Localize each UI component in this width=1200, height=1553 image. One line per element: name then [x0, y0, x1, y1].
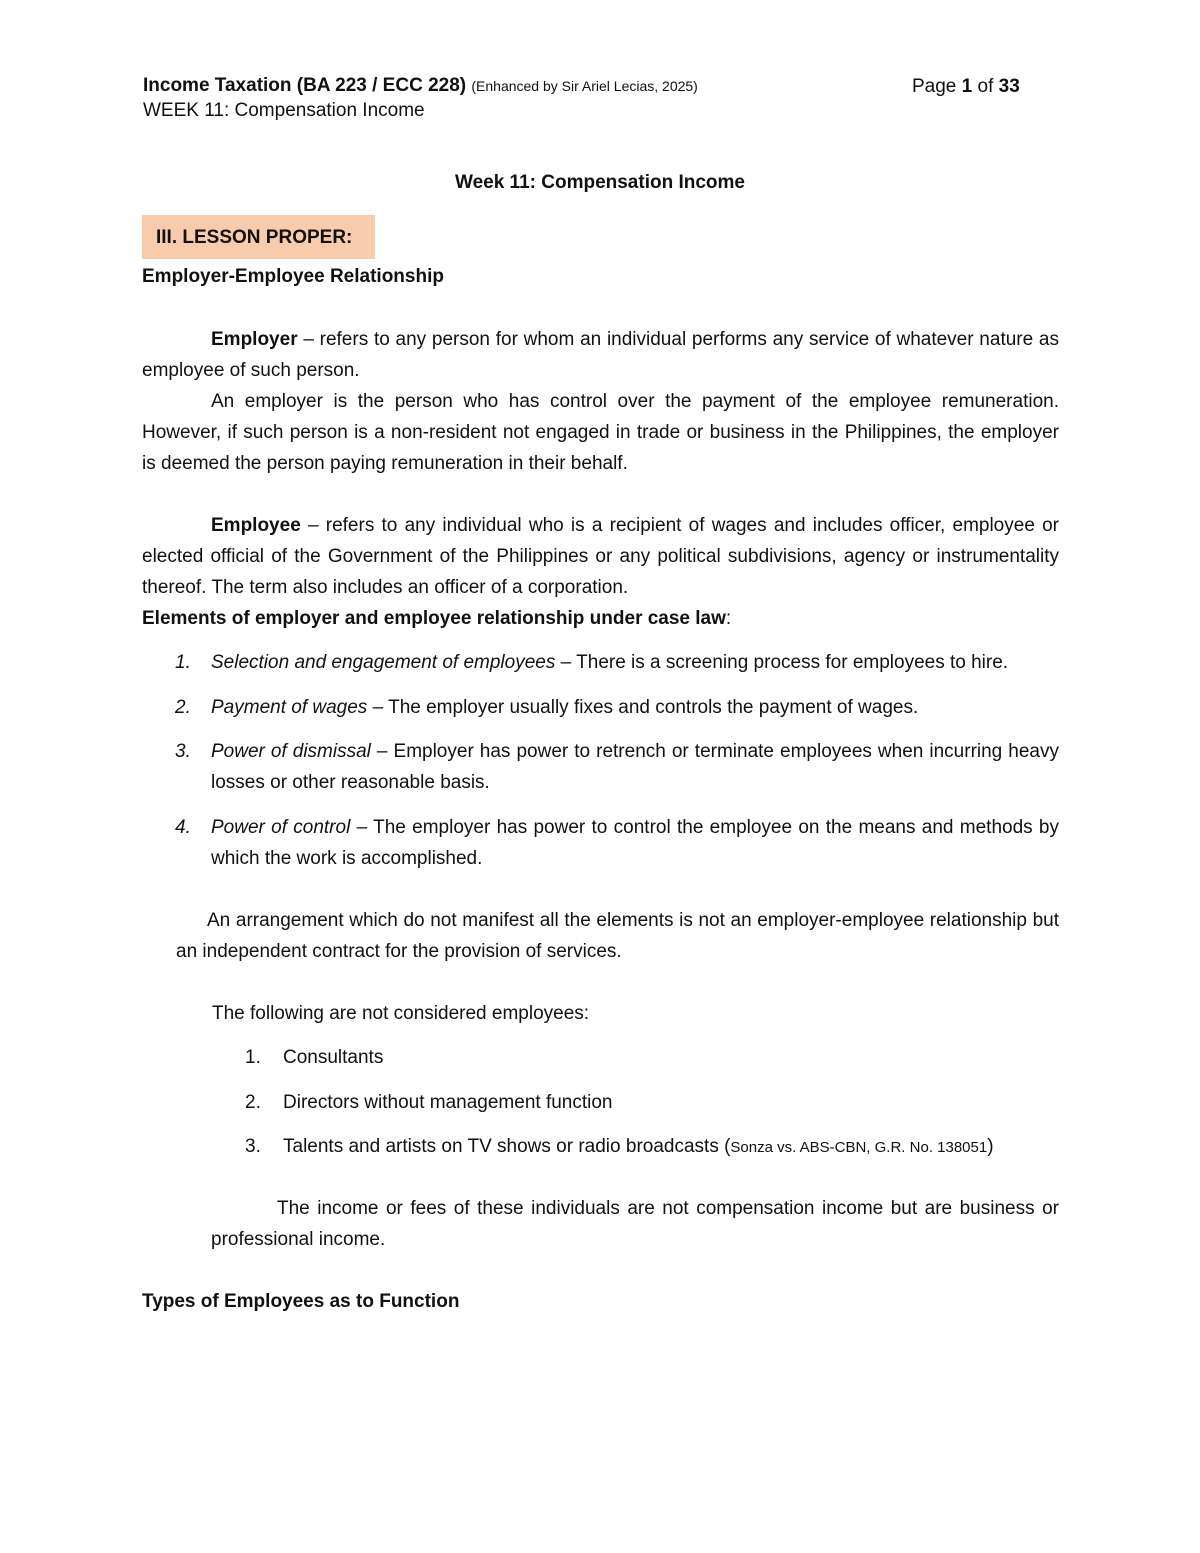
not-employees-intro: The following are not considered employees: [212, 1003, 590, 1024]
element-term: Selection and engagement of employees [211, 652, 556, 673]
employer-definition: – refers to any person for whom an individual performs any service of whatever nature as employee of such person. [142, 329, 1059, 381]
arrangement-paragraph: An arrangement which do not manifest all the elements is not an employer-employee relationship but an independent contract for the provision of services. [176, 910, 1059, 962]
element-description: – The employer usually fixes and controls the payment of wages. [367, 697, 919, 718]
citation-close: ) [987, 1136, 994, 1157]
employer-detail: An employer is the person who has control over the payment of the employee remuneration. However, if such person is a non-resident not engaged in trade or business in the Philippines, the employer is deemed the person paying remuneration in their behalf. [142, 391, 1059, 474]
list-number: 1. [245, 1047, 261, 1068]
list-number: 3. [175, 741, 191, 762]
elements-colon: : [725, 608, 732, 629]
section-heading-types: Types of Employees as to Function [142, 1291, 460, 1312]
page-of: of [977, 76, 994, 97]
case-citation: Sonza vs. ABS-CBN, G.R. No. 138051 [730, 1139, 988, 1156]
list-text [211, 647, 1059, 678]
section-heading-relationship: Employer-Employee Relationship [142, 266, 444, 287]
lesson-label: III. LESSON PROPER: [156, 227, 353, 248]
element-term: Power of dismissal [211, 741, 371, 762]
list-text: Directors without management function [283, 1092, 613, 1113]
employee-definition: – refers to any individual who is a recipient of wages and includes officer, employee or elected official of the Government of the Philippines or any political subdivisions, agency or instrumentality thereof. The term also includes an officer of a corporation. [142, 515, 1059, 598]
employee-term: Employee [211, 515, 301, 536]
employer-paragraph [142, 324, 1059, 386]
employer-detail-paragraph [142, 386, 1059, 479]
list-text [211, 812, 1059, 874]
elements-heading-line [142, 608, 731, 630]
list-text [283, 1131, 994, 1163]
list-number: 2. [175, 697, 191, 718]
list-number: 2. [245, 1092, 261, 1113]
list-number: 4. [175, 817, 191, 838]
page-label: Page [912, 76, 957, 97]
course-title: Income Taxation (BA 223 / ECC 228) [143, 75, 467, 96]
employer-term: Employer [211, 329, 298, 350]
employee-paragraph [142, 510, 1059, 603]
list-number: 3. [245, 1136, 261, 1157]
element-term: Payment of wages [211, 697, 368, 718]
elements-heading: Elements of employer and employee relationship under case law [142, 608, 726, 629]
fees-paragraph: The income or fees of these individuals are not compensation income but are business or professional income. [211, 1198, 1059, 1250]
week-line: WEEK 11: Compensation Income [143, 100, 425, 121]
list-text [211, 736, 1059, 798]
page-total: 33 [998, 76, 1020, 97]
document-title: Week 11: Compensation Income [454, 172, 745, 193]
element-term: Power of control [211, 817, 351, 838]
element-description: – There is a screening process for employees to hire. [555, 652, 1009, 673]
list-text: Consultants [283, 1047, 384, 1068]
list-item-text: Talents and artists on TV shows or radio broadcasts ( [283, 1136, 731, 1157]
element-description: – Employer has power to retrench or terminate employees when incurring heavy losses or other reasonable basis. [211, 741, 1059, 793]
course-note: (Enhanced by Sir Ariel Lecias, 2025) [471, 78, 698, 94]
element-description: – The employer has power to control the employee on the means and methods by which the work is accomplished. [211, 817, 1059, 869]
course-title-line [143, 75, 698, 97]
page-indicator [912, 76, 1020, 98]
page-current: 1 [961, 76, 973, 97]
list-number: 1. [175, 652, 191, 673]
list-text [211, 692, 1059, 723]
